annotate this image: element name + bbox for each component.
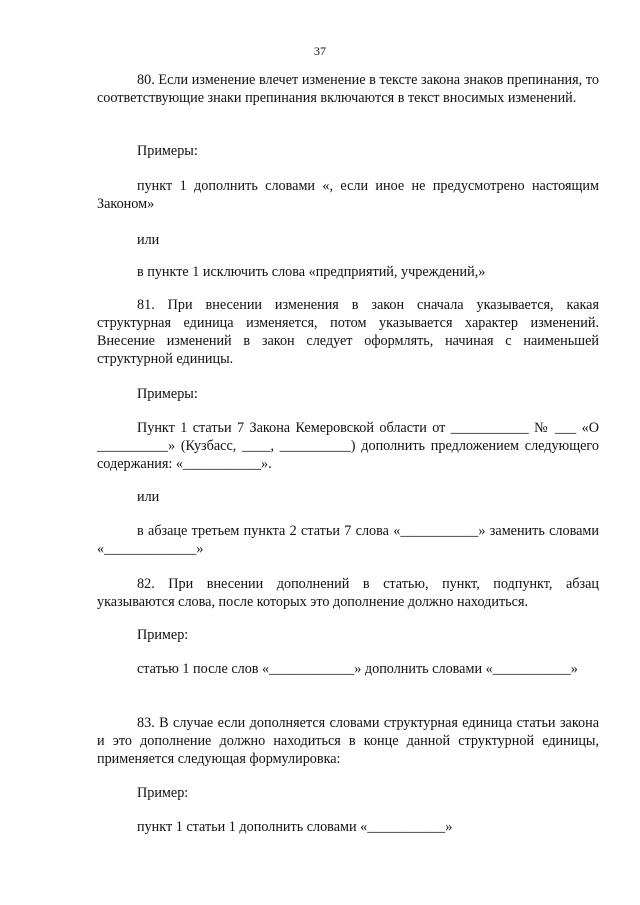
example-text: статью 1 после слов «____________» дополнить словами «___________» bbox=[137, 661, 578, 677]
or-separator: или bbox=[137, 489, 160, 505]
paragraph-83: 83. В случае если дополняется словами структурная единица статьи закона и это дополнение должно находиться в конце данной структурной единицы, применяется следующая формулировка: bbox=[97, 715, 599, 767]
example-text: Пункт 1 статьи 7 Закона Кемеровской области от ___________ № ___ «О __________» (Кузбасс, ____, __________) дополнить предложением следующего содержания: «___________». bbox=[97, 420, 599, 472]
paragraph-81: 81. При внесении изменения в закон сначала указывается, какая структурная единица изменяется, потом указывается характер изменений. Внесение изменений в закон следует оформлять, начиная с наименьшей структурной единицы. bbox=[97, 297, 599, 367]
example-text: пункт 1 статьи 1 дополнить словами «___________» bbox=[137, 819, 453, 835]
or-separator: или bbox=[137, 232, 160, 248]
examples-heading: Примеры: bbox=[137, 386, 198, 402]
example-text: в абзаце третьем пункта 2 статьи 7 слова «___________» заменить словами «_____________» bbox=[97, 523, 599, 557]
paragraph-82: 82. При внесении дополнений в статью, пункт, подпункт, абзац указываются слова, после которых это дополнение должно находиться. bbox=[97, 576, 599, 610]
example-text: в пункте 1 исключить слова «предприятий, учреждений,» bbox=[137, 264, 486, 280]
page-number: 37 bbox=[314, 44, 326, 58]
example-heading: Пример: bbox=[137, 627, 189, 643]
paragraph-80: 80. Если изменение влечет изменение в тексте закона знаков препинания, то соответствующие знаки препинания включаются в текст вносимых изменений. bbox=[97, 72, 599, 106]
example-text: пункт 1 дополнить словами «, если иное не предусмотрено настоящим Законом» bbox=[97, 178, 599, 212]
example-heading: Пример: bbox=[137, 785, 189, 801]
examples-heading: Примеры: bbox=[137, 143, 198, 159]
